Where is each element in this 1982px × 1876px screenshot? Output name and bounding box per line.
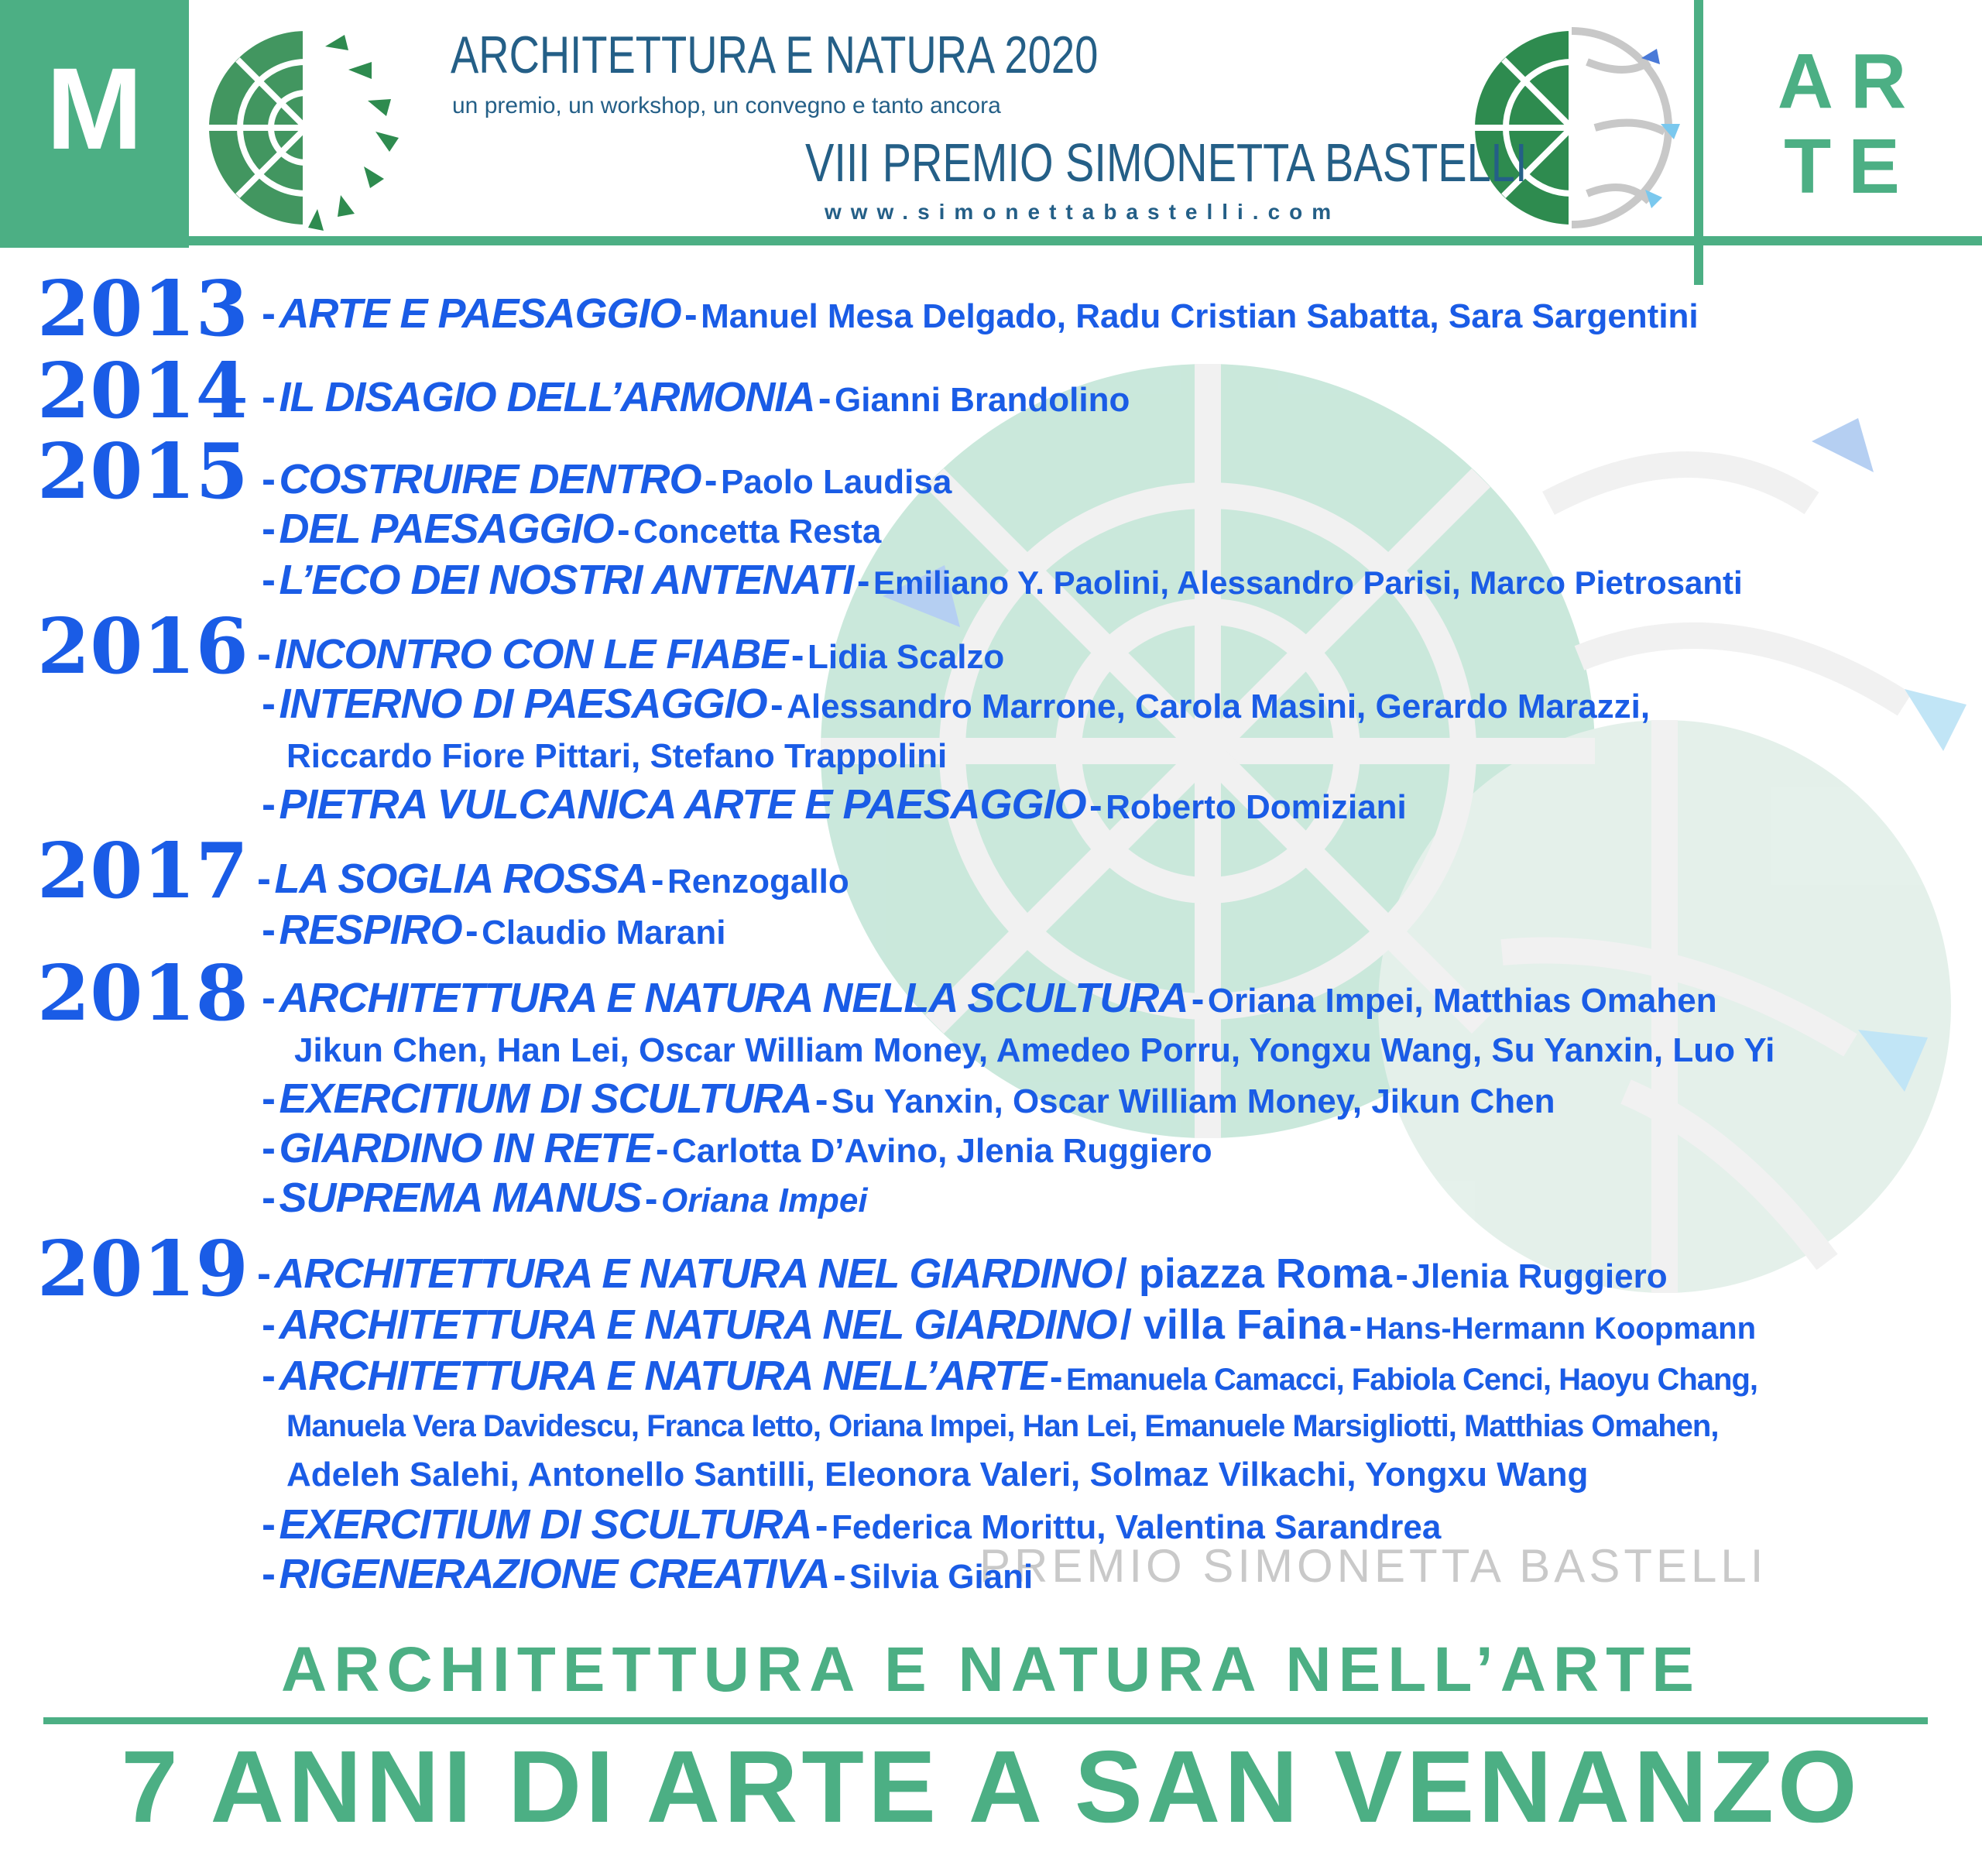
entry-separator: - [1191, 977, 1205, 1020]
entry-names: Emiliano Y. Paolini, Alessandro Parisi, Marco Pietrosanti [873, 564, 1743, 601]
entry-names: Jlenia Ruggiero [1411, 1257, 1668, 1295]
entry-names: Su Yanxin, Oscar William Money, Jikun Chen [832, 1082, 1555, 1120]
entry-separator: - [814, 1078, 828, 1121]
entry-separator: - [770, 683, 784, 726]
watermark-text: PREMIO SIMONETTA BASTELLI [979, 1540, 1768, 1592]
award-entry [262, 556, 1743, 604]
entry-separator: - [818, 376, 832, 420]
entry-dash: - [262, 1075, 276, 1122]
footer-subtitle: ARCHITETTURA E NATURA NELL’ARTE [281, 1634, 1701, 1705]
entry-title: L’ECO DEI NOSTRI ANTENATI [279, 557, 854, 603]
entry-names: Carlotta D’Avino, Jlenia Ruggiero [672, 1132, 1212, 1170]
entry-dash: - [257, 1250, 271, 1297]
entry-separator: - [832, 1553, 846, 1596]
left-logo-icon [194, 15, 426, 240]
award-entry [257, 855, 849, 903]
award-entry [262, 974, 1717, 1022]
right-logo-icon [1463, 15, 1688, 240]
award-entry [257, 1250, 1668, 1298]
entry-names: Roberto Domiziani [1106, 788, 1407, 826]
award-entry [262, 1075, 1555, 1123]
entry-dash: - [262, 374, 276, 420]
entry-separator: - [790, 633, 804, 677]
section-label-line1: AR [1777, 38, 1924, 125]
entry-separator: - [814, 1504, 828, 1547]
award-entry [262, 1124, 1212, 1172]
entry-dash: - [262, 290, 276, 337]
entry-separator: - [650, 858, 664, 901]
award-entry [262, 505, 881, 553]
entry-names: Renzogallo [667, 863, 849, 900]
entry-dash: - [262, 781, 276, 828]
entry-title: EXERCITIUM DI SCULTURA [279, 1075, 812, 1122]
entry-dash: - [262, 557, 276, 603]
entry-dash: - [262, 975, 276, 1021]
entry-place: / piazza Roma [1115, 1250, 1392, 1297]
entry-names: Federica Morittu, Valentina Sarandrea [832, 1508, 1442, 1546]
entry-names: Alessandro Marrone, Carola Masini, Gerardo Marazzi, [787, 688, 1651, 725]
entry-dash: - [262, 1125, 276, 1171]
award-entry [262, 780, 1407, 828]
entry-names: Silvia Giani [849, 1558, 1034, 1596]
award-entry [262, 1352, 1757, 1400]
entry-separator: - [684, 293, 698, 336]
entry-names: Concetta Resta [633, 513, 882, 550]
entry-title: ARCHITETTURA E NATURA NEL GIARDINO [274, 1250, 1113, 1297]
entry-separator: - [465, 909, 478, 952]
award-entry [262, 1174, 868, 1222]
entry-title: ARCHITETTURA E NATURA NELLA SCULTURA [279, 975, 1188, 1021]
entry-separator: - [1049, 1355, 1063, 1398]
entry-names: Paolo Laudisa [721, 463, 952, 501]
entry-separator: - [644, 1177, 658, 1220]
entry-separator: - [1395, 1253, 1409, 1296]
header-badge [0, 0, 189, 248]
award-entry [262, 1500, 1441, 1548]
header-premio-title: VIII PREMIO SIMONETTA BASTELLI [805, 132, 1528, 193]
award-entry [262, 1301, 1756, 1349]
award-entry [262, 373, 1130, 421]
entry-dash: - [262, 1302, 276, 1348]
entry-names: Gianni Brandolino [835, 381, 1130, 419]
year-label: 2016 [37, 602, 249, 691]
footer-title: 7 ANNI DI ARTE A SAN VENANZO [121, 1730, 1861, 1843]
entry-separator: - [704, 458, 718, 502]
entry-names: Oriana Impei, Matthias Omahen [1207, 982, 1717, 1020]
entry-separator: - [856, 559, 870, 602]
entry-title: PIETRA VULCANICA ARTE E PAESAGGIO [279, 781, 1086, 828]
entry-title: ARCHITETTURA E NATURA NELL’ARTE [279, 1353, 1047, 1399]
entry-names: Emanuela Camacci, Fabiola Cenci, Haoyu Chang, [1065, 1363, 1757, 1397]
entry-names: Manuel Mesa Delgado, Radu Cristian Sabatta, Sara Sargentini [701, 297, 1699, 335]
entry-title: ARCHITETTURA E NATURA NEL GIARDINO [279, 1302, 1117, 1348]
award-entry [262, 455, 952, 503]
header-subtitle: un premio, un workshop, un convegno e tanto ancora [452, 93, 1001, 118]
header-website-link[interactable]: www.simonettabastelli.com [825, 200, 1341, 224]
entry-title: LA SOGLIA ROSSA [274, 856, 648, 902]
entry-separator: - [655, 1127, 669, 1171]
entry-names: Claudio Marani [482, 914, 726, 952]
entry-title: DEL PAESAGGIO [279, 506, 614, 552]
entry-place: / villa Faina [1120, 1302, 1346, 1348]
entry-dash: - [262, 1353, 276, 1399]
entry-title: RESPIRO [279, 907, 462, 953]
year-label: 2013 [37, 265, 249, 354]
entry-title: ARTE E PAESAGGIO [279, 290, 681, 337]
entry-names-continued: Manuela Vera Davidescu, Franca Ietto, Oriana Impei, Han Lei, Emanuele Marsigliotti, Matthias Omahen, [286, 1409, 1719, 1443]
entry-title: COSTRUIRE DENTRO [279, 456, 701, 502]
entry-dash: - [262, 506, 276, 552]
entry-dash: - [257, 631, 271, 677]
badge-letter: M [46, 43, 143, 173]
entry-names: Lidia Scalzo [808, 638, 1005, 676]
year-label: 2015 [37, 427, 249, 516]
section-label [1757, 39, 1943, 209]
year-label: 2018 [37, 949, 249, 1038]
award-entry [262, 290, 1699, 338]
entry-title: GIARDINO IN RETE [279, 1125, 653, 1171]
award-entry [262, 1550, 1033, 1598]
year-label: 2014 [37, 347, 249, 436]
entry-title: EXERCITIUM DI SCULTURA [279, 1501, 812, 1548]
header-divider [189, 236, 1982, 245]
entry-separator: - [1089, 784, 1102, 827]
award-entry [262, 680, 1650, 728]
entry-title: SUPREMA MANUS [279, 1175, 642, 1221]
section-label-line2: TE [1784, 123, 1917, 210]
entry-dash: - [262, 681, 276, 727]
entry-title: IL DISAGIO DELL’ARMONIA [279, 374, 815, 420]
footer-divider [43, 1717, 1928, 1724]
entry-title: INCONTRO CON LE FIABE [274, 631, 788, 677]
award-entry [262, 906, 725, 954]
entry-dash: - [262, 456, 276, 502]
header-vertical-divider [1694, 0, 1703, 285]
entry-dash: - [262, 1551, 276, 1597]
entry-names: Oriana Impei [661, 1182, 868, 1219]
entry-names-continued: Jikun Chen, Han Lei, Oscar William Money, Amedeo Porru, Yongxu Wang, Su Yanxin, Luo Yi [294, 1031, 1775, 1069]
entry-title: INTERNO DI PAESAGGIO [279, 681, 767, 727]
year-label: 2017 [37, 827, 249, 916]
entry-dash: - [262, 1501, 276, 1548]
header-title: ARCHITETTURA E NATURA 2020 [451, 26, 1099, 84]
entry-names: Hans-Hermann Koopmann [1365, 1312, 1757, 1346]
entry-separator: - [1349, 1304, 1363, 1347]
entry-dash: - [257, 856, 271, 902]
entry-names-continued: Adeleh Salehi, Antonello Santilli, Eleonora Valeri, Solmaz Vilkachi, Yongxu Wang [286, 1456, 1589, 1494]
year-label: 2019 [37, 1225, 249, 1314]
award-entry [257, 630, 1004, 678]
entry-separator: - [616, 508, 630, 551]
entry-title: RIGENERAZIONE CREATIVA [279, 1551, 830, 1597]
entry-dash: - [262, 907, 276, 953]
entry-dash: - [262, 1175, 276, 1221]
entry-names-continued: Riccardo Fiore Pittari, Stefano Trappolini [286, 737, 948, 775]
